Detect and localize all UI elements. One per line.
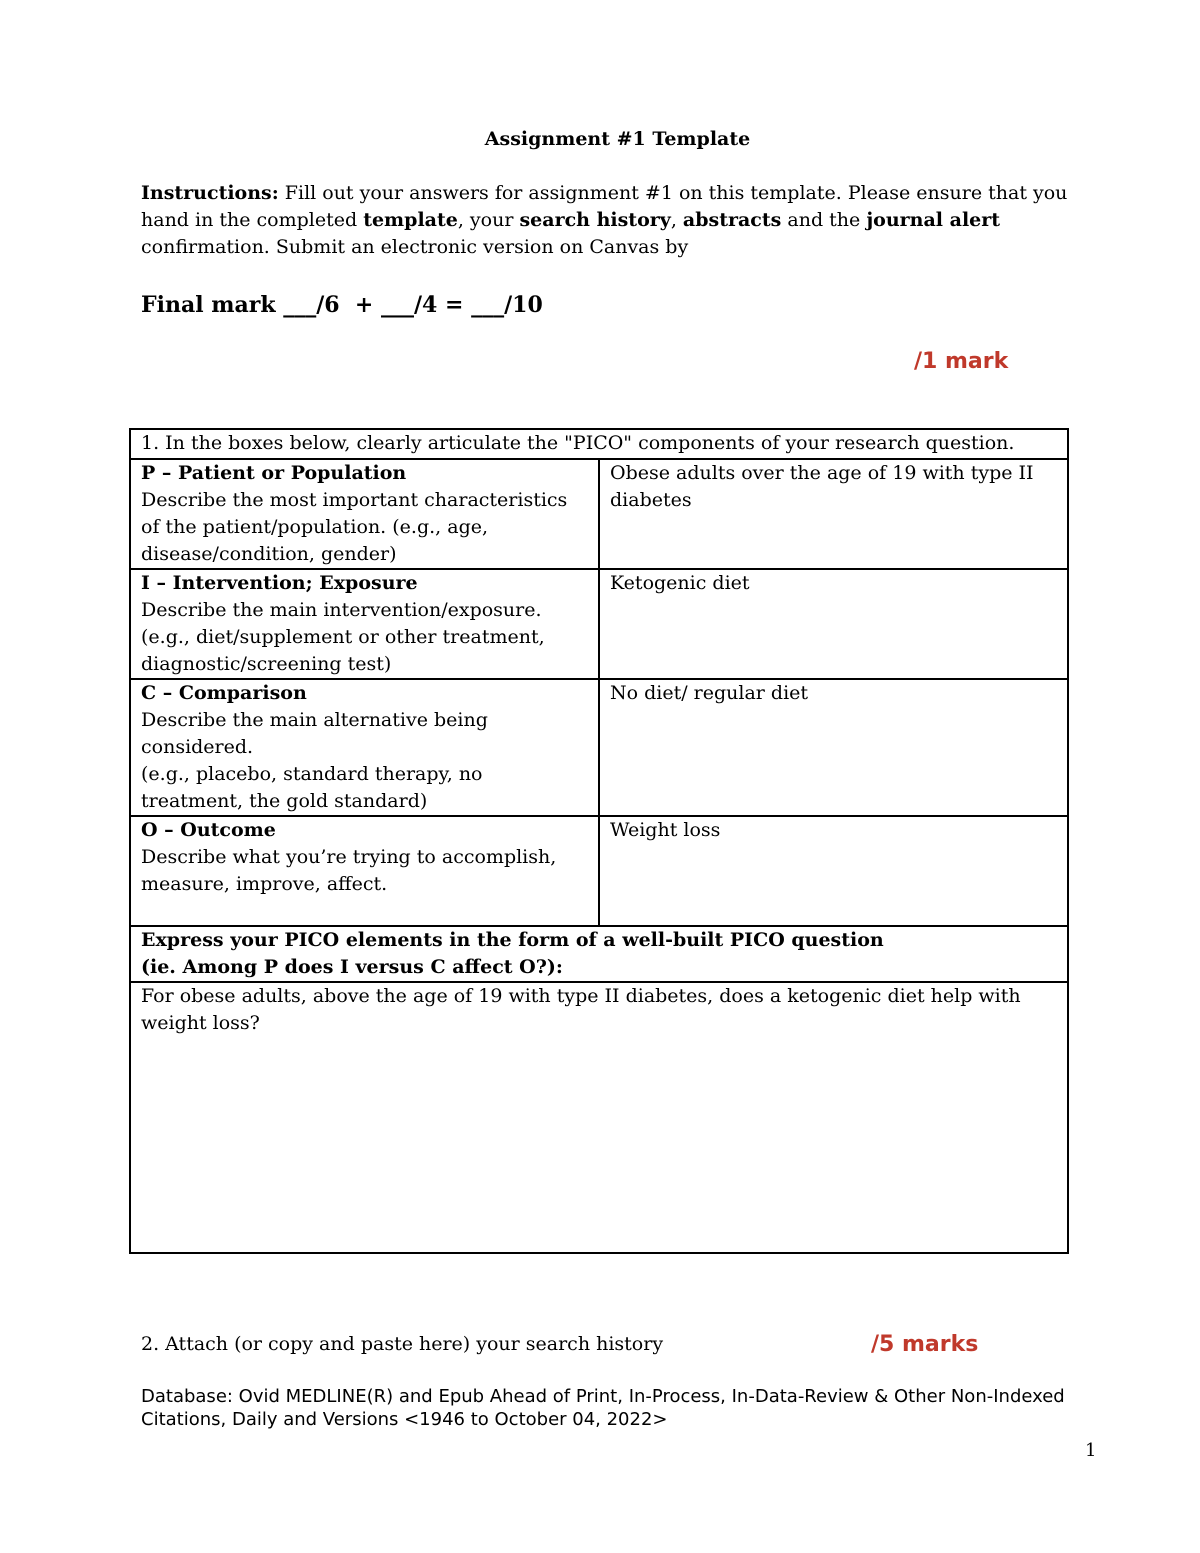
pico-question-answer[interactable]: For obese adults, above the age of 19 with type II diabetes, does a ketogenic diet help with weight loss? [130,982,1068,1253]
population-description: Describe the most important characteristics of the patient/population. (e.g., age, disease/condition, gender) [141,489,568,565]
pico-row-intervention [130,569,1068,679]
question-2-text: 2. Attach (or copy and paste here) your search history [141,1333,664,1355]
comparison-answer[interactable]: No diet/ regular diet [599,679,1068,816]
page-title: Assignment #1 Template [484,128,751,150]
pico-question-prompt-row [130,926,1068,982]
question-1-mark: /1 mark [914,349,1009,374]
instructions-template: template [363,209,458,231]
population-answer[interactable]: Obese adults over the age of 19 with type II diabetes [599,459,1068,569]
instructions-paragraph [141,180,1101,261]
population-label: P – Patient or Population [141,462,407,484]
page-number: 1 [1085,1440,1097,1461]
pico-heading-row [130,429,1068,459]
instructions-text-5: confirmation. Submit an electronic version on Canvas by [141,236,689,258]
pico-table [129,428,1069,1254]
pico-row-comparison [130,679,1068,816]
instructions-text-3: , [670,209,683,231]
intervention-description: Describe the main intervention/exposure. (e.g., diet/supplement or other treatment, diagnostic/screening test) [141,599,545,675]
instructions-journal-alert: journal alert [866,209,1001,231]
pico-question-answer-row [130,982,1068,1253]
comparison-description: Describe the main alternative being considered. [141,709,488,758]
instructions-text-1: Fill out your answers for assignment #1 on this template. Please ensure that you hand in the completed [141,182,1068,231]
population-prompt-cell [130,459,599,569]
instructions-text-2: , your [457,209,520,231]
comparison-label: C – Comparison [141,682,307,704]
outcome-prompt-cell [130,816,599,926]
instructions-search-history: search history [519,209,671,231]
intervention-label: I – Intervention; Exposure [141,572,418,594]
instructions-text-4: and the [781,209,867,231]
outcome-label: O – Outcome [141,819,276,841]
comparison-prompt-cell [130,679,599,816]
outcome-description: Describe what you’re trying to accomplish, measure, improve, affect. [141,846,557,895]
outcome-answer[interactable]: Weight loss [599,816,1068,926]
intervention-prompt-cell [130,569,599,679]
question-2-mark: /5 marks [871,1332,979,1357]
database-description: Database: Ovid MEDLINE(R) and Epub Ahead of Print, In-Process, In-Data-Review & Other Non-Indexed Citations, Daily and Versions <1946 to October 04, 2022> [141,1386,1065,1430]
pico-row-population [130,459,1068,569]
pico-question-prompt [130,926,1068,982]
pico-heading: 1. In the boxes below, clearly articulate the "PICO" components of your research question. [130,429,1068,459]
final-mark: Final mark ___/6 + ___/4 = ___/10 [141,292,543,318]
instructions-abstracts: abstracts [682,209,782,231]
instructions-label: Instructions: [141,182,279,204]
pico-question-prompt-line-2: (ie. Among P does I versus C affect O?): [141,956,563,978]
pico-row-outcome [130,816,1068,926]
intervention-answer[interactable]: Ketogenic diet [599,569,1068,679]
comparison-examples: (e.g., placebo, standard therapy, no treatment, the gold standard) [141,763,483,812]
pico-question-prompt-line-1: Express your PICO elements in the form of a well-built PICO question [141,929,884,951]
